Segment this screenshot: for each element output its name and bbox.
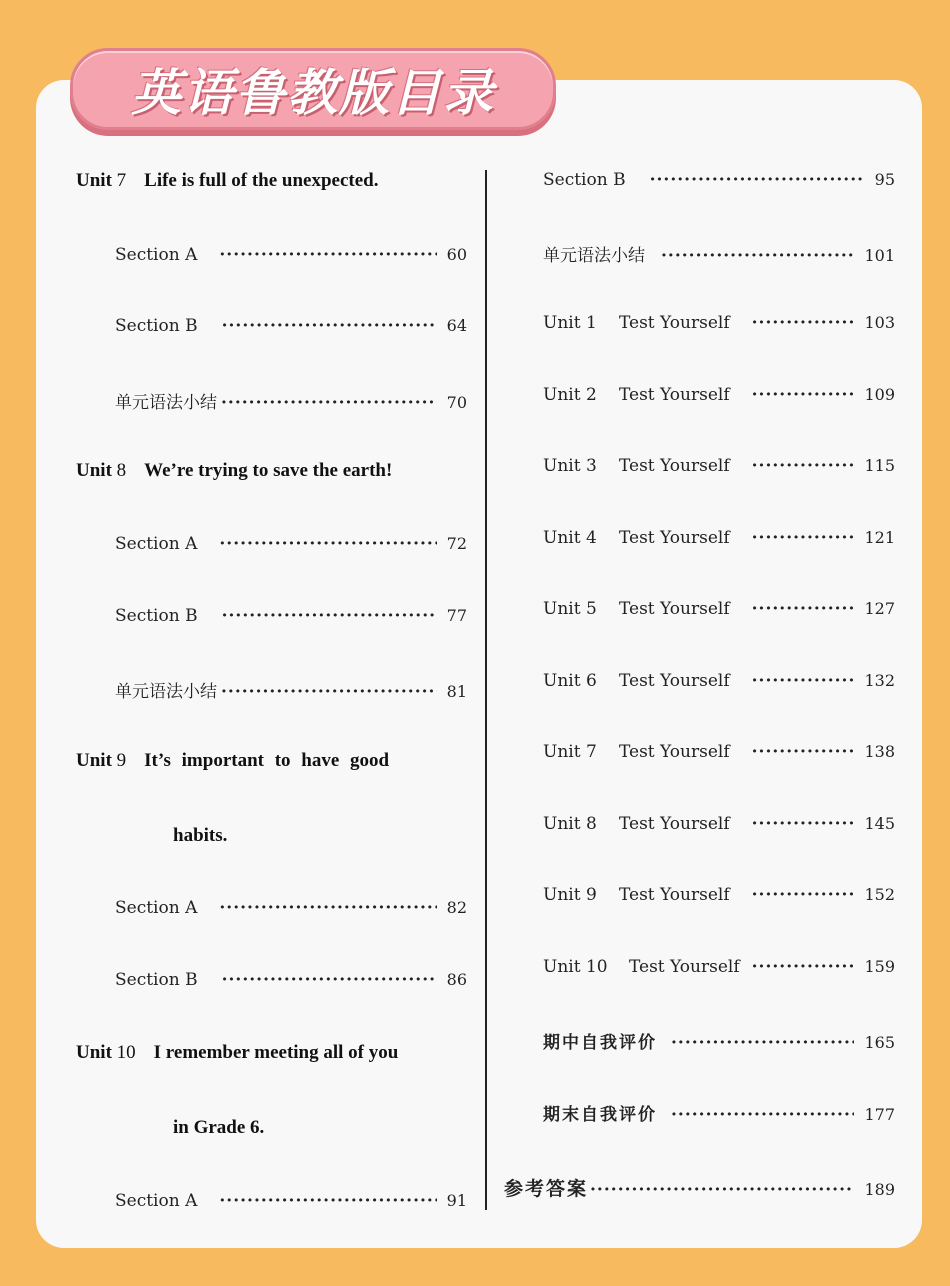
toc-entry[interactable]: 单元语法小结 ····· 101 (543, 241, 895, 266)
title-badge (70, 48, 556, 130)
unit10-heading: Unit 10 I remember meeting all of you (76, 1042, 399, 1063)
toc-entry[interactable]: Unit 10 Test Yourself ····· 159 (543, 957, 895, 977)
toc-entry[interactable]: Unit 2 Test Yourself ····· 109 (543, 385, 895, 405)
toc-entry[interactable]: Section A ····· 91 (115, 1191, 467, 1211)
page-title: 英语鲁教版目录 (131, 64, 495, 122)
toc-entry[interactable]: 期末自我评价 ····· 177 (543, 1100, 895, 1125)
toc-entry[interactable]: Unit 5 Test Yourself ····· 127 (543, 599, 895, 619)
unit9-heading-cont: habits. (173, 825, 228, 846)
unit9-heading: Unit 9 It’s important to have good (76, 750, 390, 771)
unit8-heading: Unit 8 We’re trying to save the earth! (76, 460, 393, 481)
toc-entry[interactable]: Unit 6 Test Yourself ····· 132 (543, 671, 895, 691)
toc-entry[interactable]: Unit 9 Test Yourself ····· 152 (543, 885, 895, 905)
toc-entry[interactable]: 期中自我评价 ····· 165 (543, 1028, 895, 1053)
toc-entry[interactable]: 单元语法小结 ····· 70 (115, 388, 467, 413)
unit7-heading: Unit 7 Life is full of the unexpected. (76, 170, 379, 191)
toc-entry[interactable]: 单元语法小结 ····· 81 (115, 677, 467, 702)
toc-entry[interactable]: Section A ····· 72 (115, 534, 467, 554)
toc-entry[interactable]: Section A ····· 82 (115, 898, 467, 918)
toc-entry[interactable]: Unit 7 Test Yourself ····· 138 (543, 742, 895, 762)
toc-entry[interactable]: Section B ····· 64 (115, 316, 467, 336)
toc-entry[interactable]: Section B ····· 86 (115, 970, 467, 990)
toc-entry[interactable]: Unit 8 Test Yourself ····· 145 (543, 814, 895, 834)
toc-entry[interactable]: 参考答案 ····· 189 (504, 1174, 895, 1201)
toc-entry[interactable]: Section A ····· 60 (115, 245, 467, 265)
column-divider (485, 170, 487, 1210)
toc-entry[interactable]: Unit 4 Test Yourself ····· 121 (543, 528, 895, 548)
toc-entry[interactable]: Unit 1 Test Yourself ····· 103 (543, 313, 895, 333)
toc-entry[interactable]: Section B ····· 95 (543, 170, 895, 190)
unit10-heading-cont: in Grade 6. (173, 1117, 265, 1138)
toc-entry[interactable]: Section B ····· 77 (115, 606, 467, 626)
toc-entry[interactable]: Unit 3 Test Yourself ····· 115 (543, 456, 895, 476)
